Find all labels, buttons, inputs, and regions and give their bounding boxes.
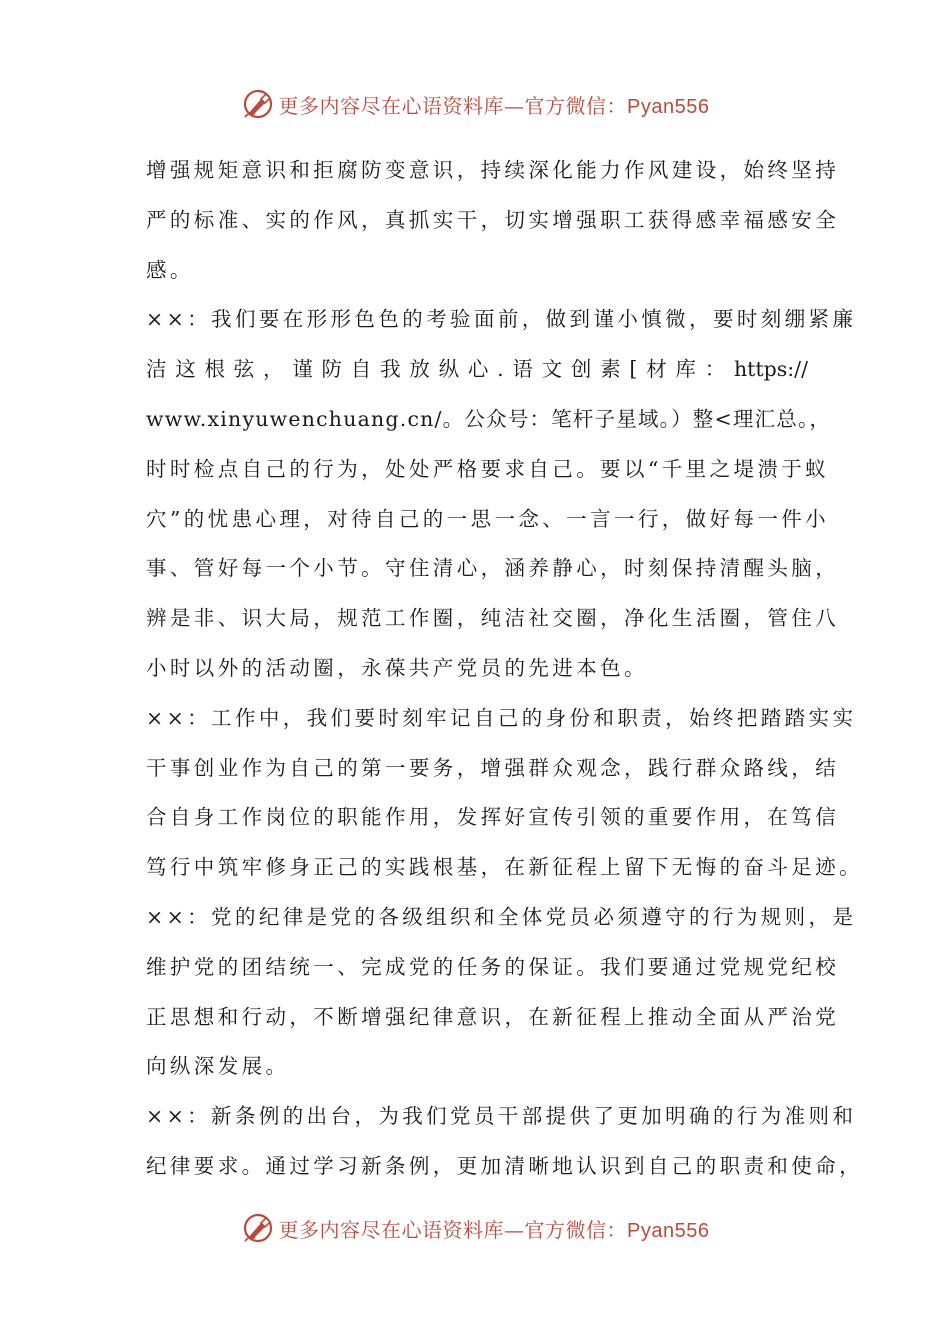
footer-banner bbox=[0, 1208, 950, 1248]
body-line: ××：新条例的出台，为我们党员干部提供了更加明确的行为准则和 bbox=[146, 1104, 857, 1129]
body-line: 严的标准、实的作风，真抓实干，切实增强职工获得感幸福感安全 bbox=[146, 207, 840, 232]
footer-banner-suffix: 官方微信： bbox=[524, 1217, 628, 1242]
body-line: 辨是非、识大局，规范工作圈，纯洁社交圈，净化生活圈，管住八 bbox=[146, 606, 840, 631]
body-line: 增强规矩意识和拒腐防变意识，持续深化能力作风建设，始终坚持 bbox=[146, 158, 840, 182]
header-banner-main: 更多内容尽在心语资料库— bbox=[278, 93, 525, 118]
header-banner-text bbox=[279, 90, 710, 119]
footer-banner-handle: Pyan556 bbox=[627, 1219, 710, 1242]
body-line: www.xinyuwenchuang.cn/。公众号：笔杆子星域。）整<理汇总。， bbox=[146, 406, 832, 431]
body-line: 正思想和行动，不断增强纪律意识，在新征程上推动全面从严治党 bbox=[146, 1004, 840, 1029]
pen-nib-logo-icon bbox=[241, 87, 275, 121]
body-line: 向纵深发展。 bbox=[146, 1054, 290, 1079]
header-banner-suffix: 官方微信： bbox=[524, 93, 628, 118]
body-line: 合自身工作岗位的职能作用，发挥好宣传引领的重要作用，在笃信 bbox=[146, 805, 840, 830]
body-line: ××：工作中，我们要时刻牢记自己的身份和职责，始终把踏踏实实 bbox=[146, 705, 857, 730]
body-line: 纪律要求。通过学习新条例，更加清晰地认识到自己的职责和使命， bbox=[146, 1153, 863, 1178]
header-banner bbox=[0, 84, 950, 124]
document-body bbox=[146, 146, 863, 1192]
footer-banner-text bbox=[279, 1214, 710, 1243]
body-line: 时时检点自己的行为，处处严格要求自己。要以“千里之堤溃于蚁 bbox=[146, 456, 830, 481]
body-line: ××：我们要在形形色色的考验面前，做到谨小慎微，要时刻绷紧廉 bbox=[146, 307, 857, 332]
body-line: 笃行中筑牢修身正己的实践根基，在新征程上留下无悔的奋斗足迹。 bbox=[146, 855, 863, 880]
body-line: 洁这根弦，谨防自我放纵心.语文创素[材库：https:// bbox=[146, 357, 808, 382]
body-line: 维护党的团结统一、完成党的任务的保证。我们要通过党规党纪校 bbox=[146, 954, 840, 979]
body-line: 事、管好每一个小节。守住清心，涵养静心，时刻保持清醒头脑， bbox=[146, 556, 840, 581]
body-line: 感。 bbox=[146, 257, 194, 282]
footer-banner-main: 更多内容尽在心语资料库— bbox=[278, 1217, 525, 1242]
body-line: 干事创业作为自己的第一要务，增强群众观念，践行群众路线，结 bbox=[146, 755, 840, 780]
header-banner-handle: Pyan556 bbox=[627, 95, 710, 118]
pen-nib-logo-icon bbox=[241, 1211, 275, 1245]
body-line: 穴”的忧患心理，对待自己的一思一念、一言一行，做好每一件小 bbox=[146, 506, 830, 531]
body-line: 小时以外的活动圈，永葆共产党员的先进本色。 bbox=[146, 655, 648, 680]
body-line: ××：党的纪律是党的各级组织和全体党员必须遵守的行为规则，是 bbox=[146, 904, 857, 929]
